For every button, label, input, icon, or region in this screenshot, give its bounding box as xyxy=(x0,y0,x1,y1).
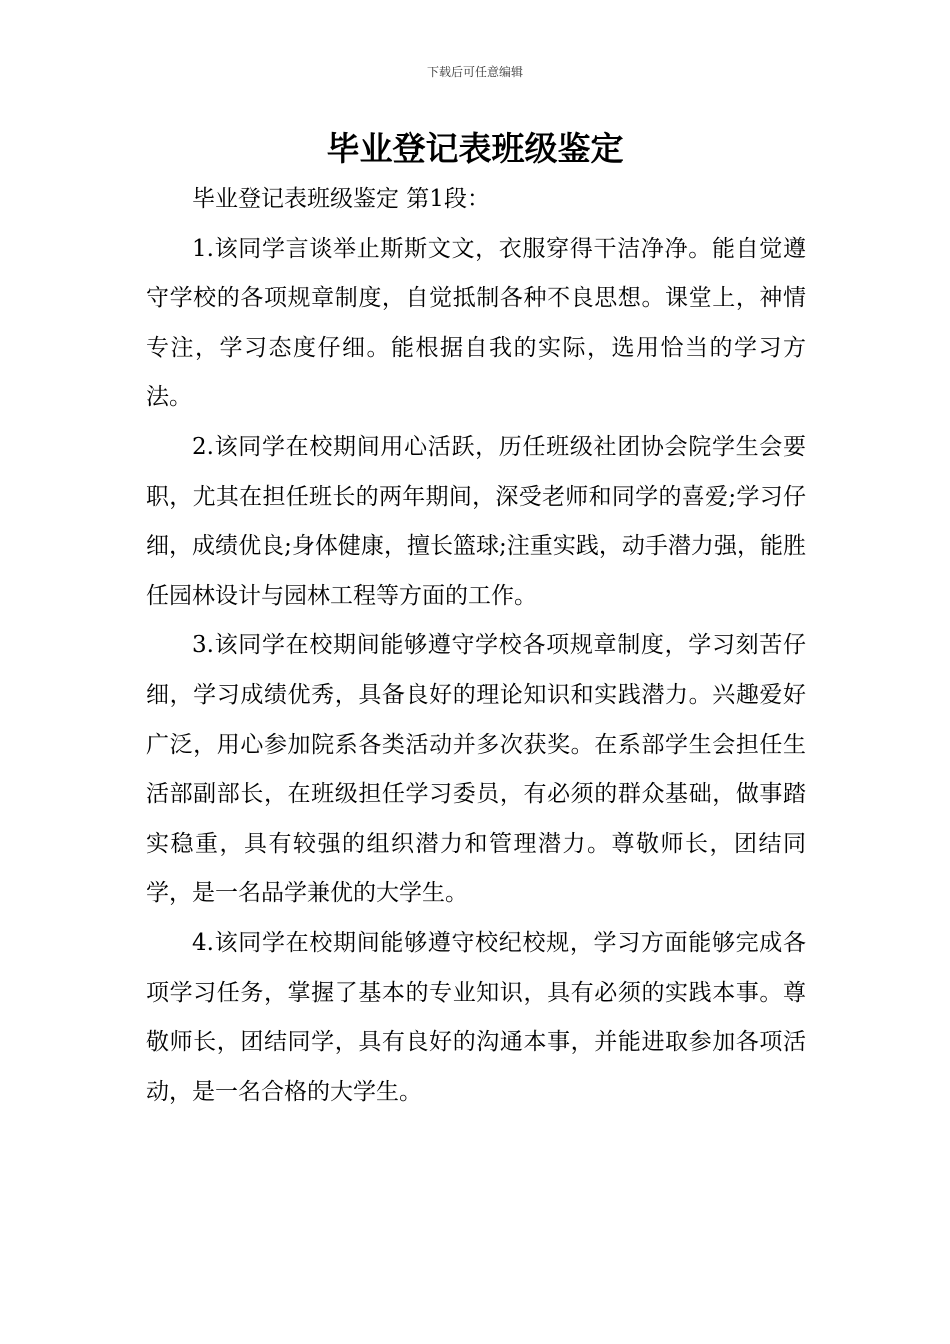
paragraph-3: 3.该同学在校期间能够遵守学校各项规章制度，学习刻苦仔细，学习成绩优秀，具备良好的理论知识和实践潜力。兴趣爱好广泛，用心参加院系各类活动并多次获奖。在系部学生会担任生活部副部长，在班级担任学习委员，有必须的群众基础，做事踏实稳重，具有较强的组织潜力和管理潜力。尊敬师长，团结同学，是一名品学兼优的大学生。 xyxy=(146,632,806,907)
paragraph-4: 4.该同学在校期间能够遵守校纪校规，学习方面能够完成各项学习任务，掌握了基本的专业知识，具有必须的实践本事。尊敬师长，团结同学，具有良好的沟通本事，并能进取参加各项活动，是一名合格的大学生。 xyxy=(146,929,806,1105)
paragraph-1: 1.该同学言谈举止斯斯文文，衣服穿得干洁净净。能自觉遵守学校的各项规章制度，自觉抵制各种不良思想。课堂上，神情专注，学习态度仔细。能根据自我的实际，选用恰当的学习方法。 xyxy=(146,235,806,411)
paragraph-2: 2.该同学在校期间用心活跃，历任班级社团协会院学生会要职，尤其在担任班长的两年期间，深受老师和同学的喜爱;学习仔细，成绩优良;身体健康，擅长篮球;注重实践，动手潜力强，能胜任园林设计与园林工程等方面的工作。 xyxy=(146,433,806,609)
section-heading: 毕业登记表班级鉴定 第1段： xyxy=(192,186,490,212)
header-note: 下载后可任意编辑 xyxy=(426,65,523,79)
document-body xyxy=(146,175,806,1117)
document-title: 毕业登记表班级鉴定 xyxy=(326,129,624,168)
